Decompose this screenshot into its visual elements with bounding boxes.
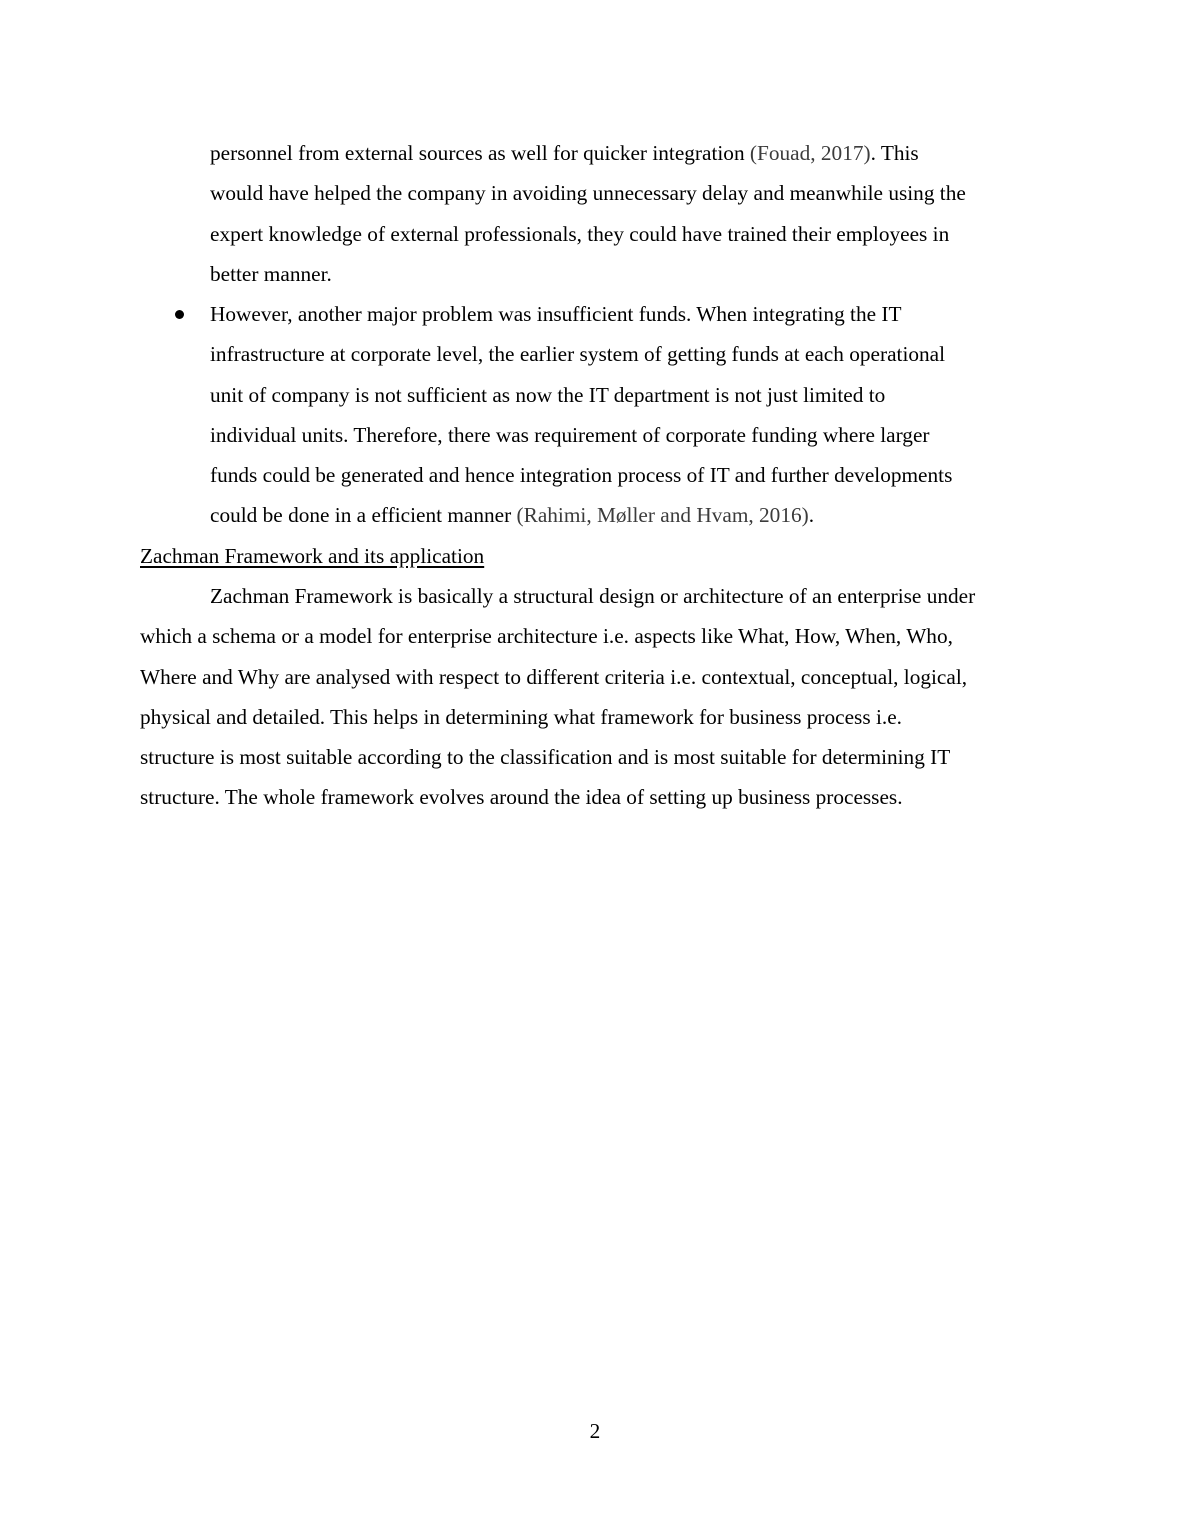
paragraph-line: physical and detailed. This helps in determining what framework for business process i.e. bbox=[140, 704, 902, 729]
paragraph-line: infrastructure at corporate level, the earlier system of getting funds at each operational bbox=[210, 342, 946, 367]
continued-paragraph bbox=[210, 133, 966, 294]
paragraph-line: structure. The whole framework evolves around the idea of setting up business processes. bbox=[140, 785, 903, 810]
paragraph-line: unit of company is not sufficient as now the IT department is not just limited to bbox=[210, 382, 886, 407]
paragraph-line: could be done in a efficient manner (Rahimi, Møller and Hvam, 2016). bbox=[210, 503, 815, 528]
paragraph-line: structure is most suitable according to the classification and is most suitable for determining IT bbox=[140, 745, 951, 770]
paragraph-line: funds could be generated and hence integration process of IT and further developments bbox=[210, 463, 953, 488]
paragraph-line: expert knowledge of external professionals, they could have trained their employees in bbox=[210, 221, 950, 246]
page-number: 2 bbox=[589, 1419, 601, 1443]
paragraph-line: would have helped the company in avoiding unnecessary delay and meanwhile using the bbox=[210, 181, 966, 206]
paragraph-line: which a schema or a model for enterprise architecture i.e. aspects like What, How, When, Who, bbox=[140, 624, 953, 649]
paragraph-line: personnel from external sources as well for quicker integration (Fouad, 2017). This bbox=[210, 141, 919, 165]
paragraph-line: Where and Why are analysed with respect to different criteria i.e. contextual, conceptual, logical, bbox=[140, 664, 968, 689]
paragraph-line: However, another major problem was insufficient funds. When integrating the IT bbox=[210, 302, 902, 326]
citation: (Rahimi, Møller and Hvam, 2016) bbox=[516, 503, 809, 528]
paragraph-line: better manner. bbox=[210, 261, 332, 286]
bullet-list-item bbox=[210, 294, 952, 536]
citation: (Fouad, 2017) bbox=[749, 141, 871, 165]
bullet-icon bbox=[175, 310, 184, 319]
section-heading: Zachman Framework and its application bbox=[140, 544, 485, 568]
paragraph-line: individual units. Therefore, there was requirement of corporate funding where larger bbox=[210, 422, 930, 447]
section-paragraph bbox=[140, 576, 975, 818]
paragraph-line: Zachman Framework is basically a structural design or architecture of an enterprise under bbox=[210, 584, 976, 608]
